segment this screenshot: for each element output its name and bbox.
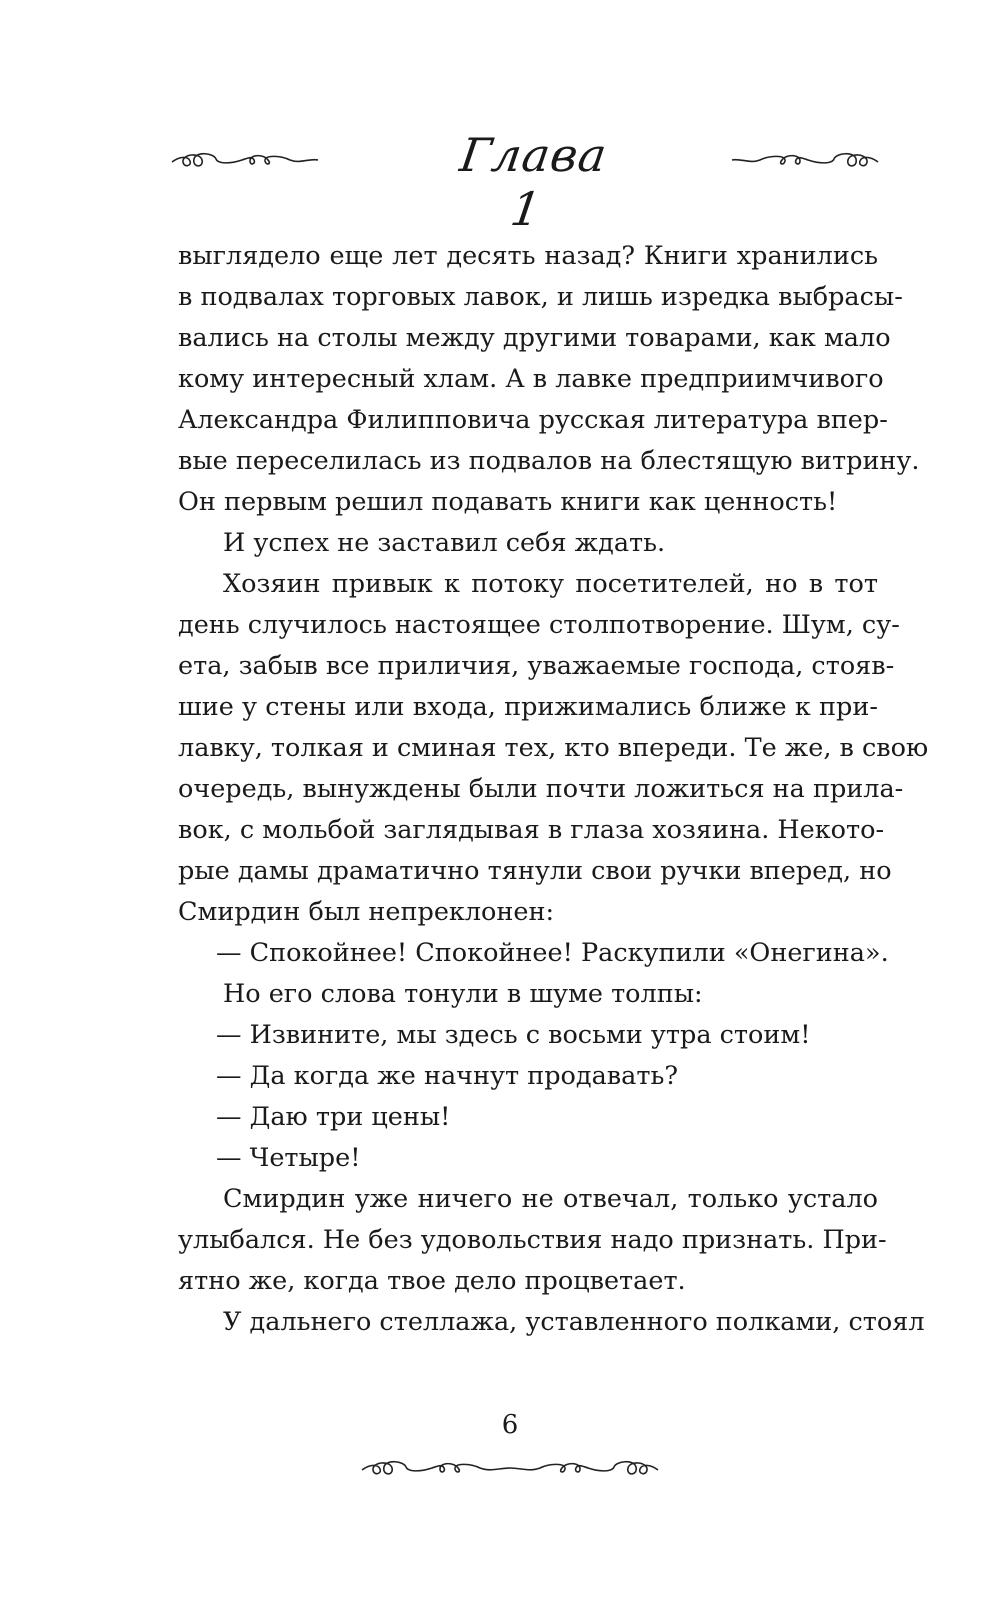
text-line: Но его слова тонули в шуме толпы: — [223, 979, 703, 1009]
text-line: Александра Филипповича русская литература впер- — [178, 405, 888, 435]
chapter-title: Глава 1 — [456, 128, 611, 236]
text-line: рые дамы драматично тянули свои ручки вперед, но — [178, 856, 892, 886]
text-line: ятно же, когда твое дело процветает. — [178, 1266, 686, 1296]
dialogue-line: — Четыре! — [216, 1143, 361, 1173]
text-line: вые переселилась из подвалов на блестящую витрину. — [178, 446, 920, 476]
page-footer — [0, 1410, 1000, 1490]
chapter-header — [0, 128, 1000, 236]
text-line: вались на столы между другими товарами, как мало — [178, 323, 891, 353]
text-line: шие у стены или входа, прижимались ближе к при- — [178, 692, 878, 722]
text-line: выглядело еще лет десять назад? Книги хранились — [178, 241, 878, 271]
text-line: лавку, толкая и сминая тех, кто впереди. Те же, в свою — [178, 733, 929, 763]
dialogue-line: — Да когда же начнут продавать? — [216, 1061, 679, 1091]
flourish-left-icon — [170, 142, 320, 172]
text-line: улыбался. Не без удовольствия надо признать. При- — [178, 1225, 887, 1255]
text-line: Он первым решил подавать книги как ценность! — [178, 487, 838, 517]
text-line: день случилось настоящее столпотворение. Шум, су- — [178, 610, 900, 640]
text-line: вок, с мольбой заглядывая в глаза хозяина. Некото- — [178, 815, 885, 845]
text-line: И успех не заставил себя ждать. — [223, 528, 666, 558]
text-line: ета, забыв все приличия, уважаемые господа, стояв- — [178, 651, 895, 681]
dialogue-line: — Даю три цены! — [216, 1102, 451, 1132]
text-line: У дальнего стеллажа, уставленного полками, стоял — [223, 1307, 925, 1337]
dialogue-line: — Извините, мы здесь с восьми утра стоим! — [216, 1020, 811, 1050]
body-text — [178, 236, 929, 1343]
text-line: кому интересный хлам. А в лавке предприимчивого — [178, 364, 884, 394]
flourish-right-icon — [730, 142, 880, 172]
text-line: очередь, вынуждены были почти ложиться на прила- — [178, 774, 904, 804]
page-number: 6 — [501, 1410, 519, 1440]
flourish-bottom-icon — [360, 1450, 660, 1480]
text-line: в подвалах торговых лавок, и лишь изредка выбрасы- — [178, 282, 903, 312]
dialogue-line: — Спокойнее! Спокойнее! Раскупили «Онегина». — [216, 938, 889, 968]
text-line: Смирдин уже ничего не отвечал, только устало — [223, 1184, 878, 1214]
text-line: Хозяин привык к потоку посетителей, но в тот — [223, 569, 878, 599]
text-line: Смирдин был непреклонен: — [178, 897, 555, 927]
